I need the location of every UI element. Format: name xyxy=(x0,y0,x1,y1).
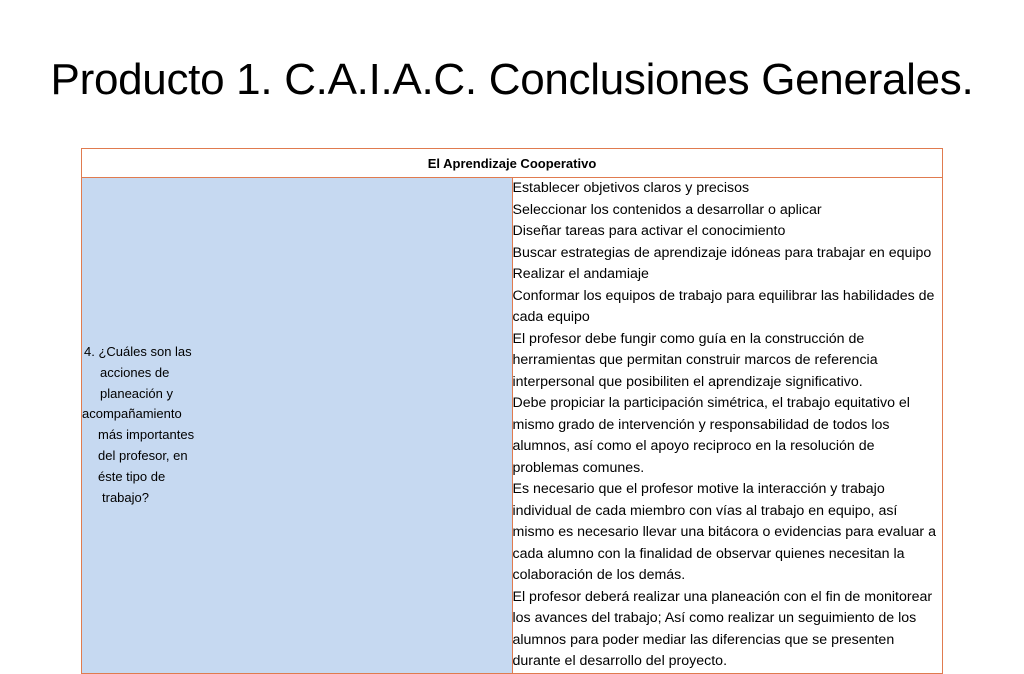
answer-item: Es necesario que el profesor motive la interacción y trabajo individual de cada miembro con vías al trabajo en equipo, así mismo es necesario llevar una bitácora o evidencias para evaluar a cada alumno con la finalidad de observar quienes necesitan la colaboración de los demás. xyxy=(512,481,936,583)
answer-item: Diseñar tareas para activar el conocimiento xyxy=(512,223,786,239)
table-row xyxy=(82,178,943,674)
answer-item: Buscar estrategias de aprendizaje idóneas para trabajar en equipo xyxy=(512,244,932,261)
question-line: planeación y xyxy=(100,385,173,401)
question-cell xyxy=(82,178,513,674)
question-line: éste tipo de xyxy=(98,468,166,484)
answer-item: Debe propiciar la participación simétrica, el trabajo equitativo el mismo grado de intervención y responsabilidad de todos los alumnos, así como el apoyo reciproco en la resolución de problemas comunes. xyxy=(512,395,910,476)
answer-item: Seleccionar los contenidos a desarrollar o aplicar xyxy=(512,201,822,218)
question-line: acompañamiento xyxy=(82,406,182,422)
question-line: más importantes xyxy=(98,427,195,443)
answer-item: Establecer objetivos claros y precisos xyxy=(512,180,750,196)
table-header: El Aprendizaje Cooperativo xyxy=(82,149,943,178)
question-line: trabajo? xyxy=(102,489,149,505)
answer-item: Conformar los equipos de trabajo para equilibrar las habilidades de cada equipo xyxy=(512,287,935,325)
question-line: 4. ¿Cuáles son las xyxy=(84,344,192,360)
question-line: del profesor, en xyxy=(98,448,188,464)
answer-item: El profesor deberá realizar una planeación con el fin de monitorear los avances del trabajo; Así como realizar un seguimiento de los alumnos para poder mediar las diferencias que se presenten durante el desarrollo del proyecto. xyxy=(512,588,933,669)
table-header-row xyxy=(82,149,943,178)
answer-item: El profesor debe fungir como guía en la construcción de herramientas que permitan construir marcos de referencia interpersonal que posibiliten el aprendizaje significativo. xyxy=(512,330,878,390)
answer-item: Realizar el andamiaje xyxy=(512,266,649,282)
slide-title: Producto 1. C.A.I.A.C. Conclusiones Generales. xyxy=(50,55,974,104)
answers-cell xyxy=(512,178,943,674)
question-line: acciones de xyxy=(100,364,170,380)
conclusions-table xyxy=(81,148,943,674)
